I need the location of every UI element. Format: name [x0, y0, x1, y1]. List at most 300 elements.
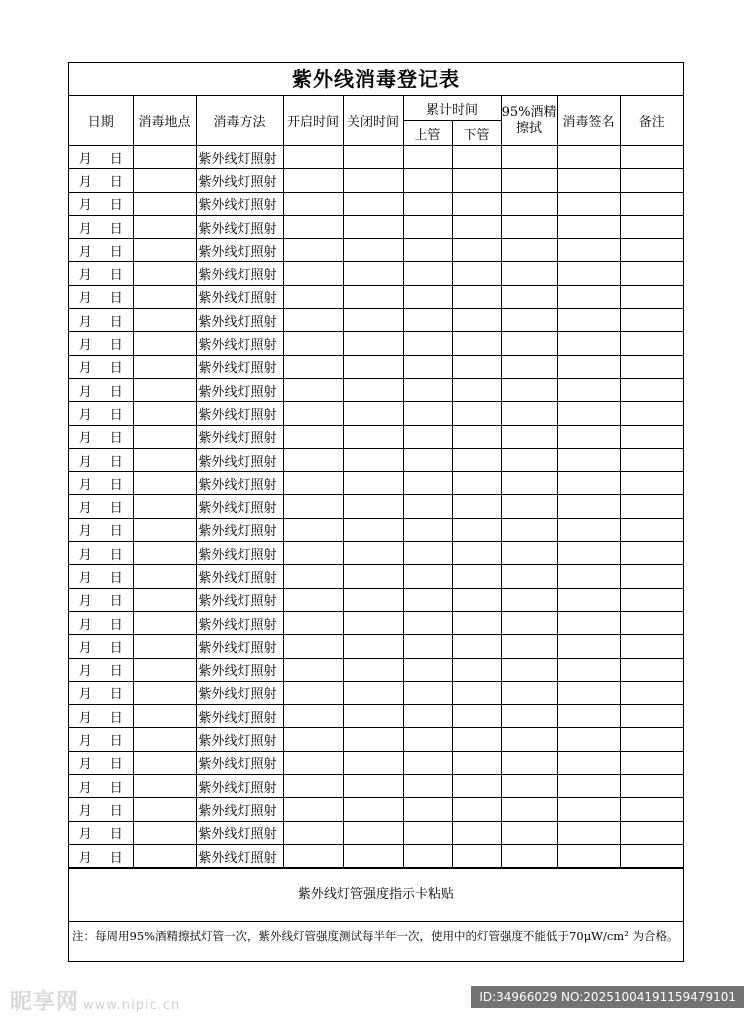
remarks-cell[interactable]: [620, 192, 683, 215]
end-time-cell[interactable]: [343, 821, 403, 844]
location-cell[interactable]: [133, 728, 196, 751]
location-cell[interactable]: [133, 565, 196, 588]
signature-cell[interactable]: [557, 565, 620, 588]
remarks-cell[interactable]: [620, 495, 683, 518]
date-cell[interactable]: [69, 844, 133, 867]
location-cell[interactable]: [133, 751, 196, 774]
lower-tube-cell[interactable]: [452, 146, 501, 169]
remarks-cell[interactable]: [620, 565, 683, 588]
lower-tube-cell[interactable]: [452, 262, 501, 285]
signature-cell[interactable]: [557, 472, 620, 495]
upper-tube-cell[interactable]: [403, 355, 452, 378]
start-time-cell[interactable]: [283, 378, 343, 401]
signature-cell[interactable]: [557, 658, 620, 681]
signature-cell[interactable]: [557, 239, 620, 262]
signature-cell[interactable]: [557, 146, 620, 169]
signature-cell[interactable]: [557, 775, 620, 798]
location-cell[interactable]: [133, 821, 196, 844]
end-time-cell[interactable]: [343, 518, 403, 541]
start-time-cell[interactable]: [283, 215, 343, 238]
alcohol-wipe-cell[interactable]: [501, 728, 557, 751]
lower-tube-cell[interactable]: [452, 798, 501, 821]
alcohol-wipe-cell[interactable]: [501, 192, 557, 215]
start-time-cell[interactable]: [283, 239, 343, 262]
end-time-cell[interactable]: [343, 658, 403, 681]
upper-tube-cell[interactable]: [403, 215, 452, 238]
remarks-cell[interactable]: [620, 285, 683, 308]
end-time-cell[interactable]: [343, 565, 403, 588]
remarks-cell[interactable]: [620, 821, 683, 844]
end-time-cell[interactable]: [343, 192, 403, 215]
day-label: 日: [109, 244, 123, 260]
start-time-cell[interactable]: [283, 309, 343, 332]
date-cell[interactable]: [69, 542, 133, 565]
lower-tube-cell[interactable]: [452, 635, 501, 658]
location-cell[interactable]: [133, 425, 196, 448]
start-time-cell[interactable]: [283, 402, 343, 425]
alcohol-wipe-cell[interactable]: [501, 751, 557, 774]
alcohol-wipe-cell[interactable]: [501, 775, 557, 798]
remarks-cell[interactable]: [620, 542, 683, 565]
end-time-cell[interactable]: [343, 285, 403, 308]
end-time-cell[interactable]: [343, 495, 403, 518]
start-time-cell[interactable]: [283, 448, 343, 471]
signature-cell[interactable]: [557, 425, 620, 448]
lower-tube-cell[interactable]: [452, 728, 501, 751]
start-time-cell[interactable]: [283, 169, 343, 192]
upper-tube-cell[interactable]: [403, 239, 452, 262]
date-cell[interactable]: [69, 775, 133, 798]
date-cell[interactable]: [69, 705, 133, 728]
lower-tube-cell[interactable]: [452, 495, 501, 518]
start-time-cell[interactable]: [283, 472, 343, 495]
date-cell[interactable]: [69, 309, 133, 332]
location-cell[interactable]: [133, 798, 196, 821]
table-row: [69, 472, 683, 495]
alcohol-wipe-cell[interactable]: [501, 448, 557, 471]
alcohol-wipe-cell[interactable]: [501, 565, 557, 588]
signature-cell[interactable]: [557, 821, 620, 844]
page-title: 紫外线消毒登记表: [69, 63, 683, 96]
start-time-cell[interactable]: [283, 565, 343, 588]
date-cell[interactable]: [69, 192, 133, 215]
end-time-cell[interactable]: [343, 262, 403, 285]
remarks-cell[interactable]: [620, 239, 683, 262]
signature-cell[interactable]: [557, 192, 620, 215]
date-cell[interactable]: [69, 751, 133, 774]
upper-tube-cell[interactable]: [403, 775, 452, 798]
location-cell[interactable]: [133, 705, 196, 728]
end-time-cell[interactable]: [343, 448, 403, 471]
upper-tube-cell[interactable]: [403, 542, 452, 565]
lower-tube-cell[interactable]: [452, 844, 501, 867]
date-cell[interactable]: [69, 402, 133, 425]
signature-cell[interactable]: [557, 495, 620, 518]
remarks-cell[interactable]: [620, 425, 683, 448]
start-time-cell[interactable]: [283, 332, 343, 355]
alcohol-wipe-cell[interactable]: [501, 611, 557, 634]
lower-tube-cell[interactable]: [452, 751, 501, 774]
date-cell[interactable]: [69, 285, 133, 308]
table-row: [69, 169, 683, 192]
table-row: [69, 355, 683, 378]
location-cell[interactable]: [133, 542, 196, 565]
lower-tube-cell[interactable]: [452, 681, 501, 704]
lower-tube-cell[interactable]: [452, 169, 501, 192]
signature-cell[interactable]: [557, 448, 620, 471]
signature-cell[interactable]: [557, 751, 620, 774]
start-time-cell[interactable]: [283, 821, 343, 844]
alcohol-wipe-cell[interactable]: [501, 215, 557, 238]
date-cell[interactable]: [69, 146, 133, 169]
month-label: 月: [78, 640, 92, 656]
signature-cell[interactable]: [557, 588, 620, 611]
remarks-cell[interactable]: [620, 728, 683, 751]
location-cell[interactable]: [133, 448, 196, 471]
upper-tube-cell[interactable]: [403, 588, 452, 611]
alcohol-wipe-cell[interactable]: [501, 658, 557, 681]
remarks-cell[interactable]: [620, 472, 683, 495]
alcohol-wipe-cell[interactable]: [501, 495, 557, 518]
remarks-cell[interactable]: [620, 402, 683, 425]
location-cell[interactable]: [133, 472, 196, 495]
upper-tube-cell[interactable]: [403, 285, 452, 308]
date-cell[interactable]: [69, 169, 133, 192]
start-time-cell[interactable]: [283, 192, 343, 215]
end-time-cell[interactable]: [343, 146, 403, 169]
alcohol-wipe-cell[interactable]: [501, 821, 557, 844]
signature-cell[interactable]: [557, 635, 620, 658]
upper-tube-cell[interactable]: [403, 611, 452, 634]
upper-tube-cell[interactable]: [403, 798, 452, 821]
signature-cell[interactable]: [557, 215, 620, 238]
start-time-cell[interactable]: [283, 146, 343, 169]
table-row: [69, 751, 683, 774]
date-cell[interactable]: [69, 332, 133, 355]
date-cell[interactable]: [69, 425, 133, 448]
lower-tube-cell[interactable]: [452, 332, 501, 355]
lower-tube-cell[interactable]: [452, 658, 501, 681]
location-cell[interactable]: [133, 309, 196, 332]
signature-cell[interactable]: [557, 844, 620, 867]
alcohol-wipe-cell[interactable]: [501, 705, 557, 728]
remarks-cell[interactable]: [620, 332, 683, 355]
month-label: 月: [78, 151, 92, 167]
lower-tube-cell[interactable]: [452, 448, 501, 471]
remarks-cell[interactable]: [620, 798, 683, 821]
upper-tube-cell[interactable]: [403, 658, 452, 681]
start-time-cell[interactable]: [283, 285, 343, 308]
upper-tube-cell[interactable]: [403, 495, 452, 518]
end-time-cell[interactable]: [343, 215, 403, 238]
end-time-cell[interactable]: [343, 728, 403, 751]
end-time-cell[interactable]: [343, 611, 403, 634]
location-cell[interactable]: [133, 239, 196, 262]
signature-cell[interactable]: [557, 378, 620, 401]
start-time-cell[interactable]: [283, 844, 343, 867]
upper-tube-cell[interactable]: [403, 192, 452, 215]
start-time-cell[interactable]: [283, 681, 343, 704]
upper-tube-cell[interactable]: [403, 448, 452, 471]
alcohol-wipe-cell[interactable]: [501, 402, 557, 425]
location-cell[interactable]: [133, 495, 196, 518]
remarks-cell[interactable]: [620, 169, 683, 192]
method-cell: 紫外线灯照射: [196, 332, 283, 355]
remarks-cell[interactable]: [620, 844, 683, 867]
header-alcohol-wipe: 95%酒精擦拭: [501, 96, 557, 146]
remarks-cell[interactable]: [620, 681, 683, 704]
end-time-cell[interactable]: [343, 705, 403, 728]
location-cell[interactable]: [133, 378, 196, 401]
end-time-cell[interactable]: [343, 355, 403, 378]
alcohol-wipe-cell[interactable]: [501, 285, 557, 308]
upper-tube-cell[interactable]: [403, 425, 452, 448]
end-time-cell[interactable]: [343, 378, 403, 401]
signature-cell[interactable]: [557, 262, 620, 285]
table-row: [69, 285, 683, 308]
table-row: [69, 309, 683, 332]
upper-tube-cell[interactable]: [403, 705, 452, 728]
method-cell: 紫外线灯照射: [196, 448, 283, 471]
alcohol-wipe-cell[interactable]: [501, 844, 557, 867]
signature-cell[interactable]: [557, 309, 620, 332]
location-cell[interactable]: [133, 215, 196, 238]
location-cell[interactable]: [133, 588, 196, 611]
lower-tube-cell[interactable]: [452, 542, 501, 565]
upper-tube-cell[interactable]: [403, 402, 452, 425]
upper-tube-cell[interactable]: [403, 565, 452, 588]
upper-tube-cell[interactable]: [403, 518, 452, 541]
alcohol-wipe-cell[interactable]: [501, 425, 557, 448]
location-cell[interactable]: [133, 844, 196, 867]
lower-tube-cell[interactable]: [452, 285, 501, 308]
upper-tube-cell[interactable]: [403, 821, 452, 844]
alcohol-wipe-cell[interactable]: [501, 472, 557, 495]
date-cell[interactable]: [69, 635, 133, 658]
alcohol-wipe-cell[interactable]: [501, 378, 557, 401]
upper-tube-cell[interactable]: [403, 844, 452, 867]
lower-tube-cell[interactable]: [452, 705, 501, 728]
signature-cell[interactable]: [557, 542, 620, 565]
location-cell[interactable]: [133, 355, 196, 378]
location-cell[interactable]: [133, 262, 196, 285]
signature-cell[interactable]: [557, 332, 620, 355]
start-time-cell[interactable]: [283, 355, 343, 378]
month-label: 月: [78, 803, 92, 819]
lower-tube-cell[interactable]: [452, 588, 501, 611]
signature-cell[interactable]: [557, 285, 620, 308]
date-cell[interactable]: [69, 658, 133, 681]
remarks-cell[interactable]: [620, 518, 683, 541]
register-rows: [69, 146, 683, 868]
signature-cell[interactable]: [557, 355, 620, 378]
lower-tube-cell[interactable]: [452, 309, 501, 332]
lower-tube-cell[interactable]: [452, 378, 501, 401]
remarks-cell[interactable]: [620, 146, 683, 169]
date-cell[interactable]: [69, 378, 133, 401]
signature-cell[interactable]: [557, 681, 620, 704]
location-cell[interactable]: [133, 775, 196, 798]
location-cell[interactable]: [133, 518, 196, 541]
start-time-cell[interactable]: [283, 728, 343, 751]
end-time-cell[interactable]: [343, 309, 403, 332]
watermark-logo: [10, 985, 180, 1016]
alcohol-wipe-cell[interactable]: [501, 681, 557, 704]
upper-tube-cell[interactable]: [403, 635, 452, 658]
signature-cell[interactable]: [557, 518, 620, 541]
end-time-cell[interactable]: [343, 332, 403, 355]
date-cell[interactable]: [69, 565, 133, 588]
start-time-cell[interactable]: [283, 611, 343, 634]
date-cell[interactable]: [69, 798, 133, 821]
remarks-cell[interactable]: [620, 378, 683, 401]
lower-tube-cell[interactable]: [452, 821, 501, 844]
upper-tube-cell[interactable]: [403, 378, 452, 401]
end-time-cell[interactable]: [343, 472, 403, 495]
upper-tube-cell[interactable]: [403, 146, 452, 169]
lower-tube-cell[interactable]: [452, 775, 501, 798]
end-time-cell[interactable]: [343, 169, 403, 192]
end-time-cell[interactable]: [343, 681, 403, 704]
start-time-cell[interactable]: [283, 518, 343, 541]
remarks-cell[interactable]: [620, 658, 683, 681]
remarks-cell[interactable]: [620, 751, 683, 774]
location-cell[interactable]: [133, 285, 196, 308]
date-cell[interactable]: [69, 472, 133, 495]
upper-tube-cell[interactable]: [403, 728, 452, 751]
start-time-cell[interactable]: [283, 775, 343, 798]
date-cell[interactable]: [69, 215, 133, 238]
lower-tube-cell[interactable]: [452, 239, 501, 262]
alcohol-wipe-cell[interactable]: [501, 309, 557, 332]
alcohol-wipe-cell[interactable]: [501, 332, 557, 355]
remarks-cell[interactable]: [620, 775, 683, 798]
start-time-cell[interactable]: [283, 751, 343, 774]
alcohol-wipe-cell[interactable]: [501, 798, 557, 821]
end-time-cell[interactable]: [343, 844, 403, 867]
signature-cell[interactable]: [557, 402, 620, 425]
remarks-cell[interactable]: [620, 355, 683, 378]
date-cell[interactable]: [69, 355, 133, 378]
location-cell[interactable]: [133, 681, 196, 704]
location-cell[interactable]: [133, 169, 196, 192]
end-time-cell[interactable]: [343, 751, 403, 774]
upper-tube-cell[interactable]: [403, 169, 452, 192]
signature-cell[interactable]: [557, 798, 620, 821]
end-time-cell[interactable]: [343, 798, 403, 821]
date-cell[interactable]: [69, 728, 133, 751]
remarks-cell[interactable]: [620, 635, 683, 658]
lower-tube-cell[interactable]: [452, 565, 501, 588]
date-cell[interactable]: [69, 588, 133, 611]
upper-tube-cell[interactable]: [403, 262, 452, 285]
start-time-cell[interactable]: [283, 425, 343, 448]
start-time-cell[interactable]: [283, 588, 343, 611]
upper-tube-cell[interactable]: [403, 681, 452, 704]
location-cell[interactable]: [133, 611, 196, 634]
location-cell[interactable]: [133, 402, 196, 425]
upper-tube-cell[interactable]: [403, 309, 452, 332]
location-cell[interactable]: [133, 658, 196, 681]
date-cell[interactable]: [69, 239, 133, 262]
upper-tube-cell[interactable]: [403, 332, 452, 355]
end-time-cell[interactable]: [343, 775, 403, 798]
remarks-cell[interactable]: [620, 215, 683, 238]
alcohol-wipe-cell[interactable]: [501, 262, 557, 285]
location-cell[interactable]: [133, 635, 196, 658]
end-time-cell[interactable]: [343, 542, 403, 565]
end-time-cell[interactable]: [343, 425, 403, 448]
lower-tube-cell[interactable]: [452, 215, 501, 238]
date-cell[interactable]: [69, 821, 133, 844]
remarks-cell[interactable]: [620, 611, 683, 634]
end-time-cell[interactable]: [343, 588, 403, 611]
remarks-cell[interactable]: [620, 448, 683, 471]
signature-cell[interactable]: [557, 728, 620, 751]
upper-tube-cell[interactable]: [403, 472, 452, 495]
alcohol-wipe-cell[interactable]: [501, 542, 557, 565]
remarks-cell[interactable]: [620, 705, 683, 728]
alcohol-wipe-cell[interactable]: [501, 635, 557, 658]
signature-cell[interactable]: [557, 611, 620, 634]
alcohol-wipe-cell[interactable]: [501, 588, 557, 611]
month-label: 月: [78, 477, 92, 493]
alcohol-wipe-cell[interactable]: [501, 239, 557, 262]
table-row: [69, 565, 683, 588]
signature-cell[interactable]: [557, 169, 620, 192]
upper-tube-cell[interactable]: [403, 751, 452, 774]
start-time-cell[interactable]: [283, 495, 343, 518]
alcohol-wipe-cell[interactable]: [501, 518, 557, 541]
lower-tube-cell[interactable]: [452, 402, 501, 425]
lower-tube-cell[interactable]: [452, 518, 501, 541]
date-cell[interactable]: [69, 611, 133, 634]
lower-tube-cell[interactable]: [452, 192, 501, 215]
date-cell[interactable]: [69, 518, 133, 541]
lower-tube-cell[interactable]: [452, 611, 501, 634]
day-label: 日: [109, 617, 123, 633]
method-cell: 紫外线灯照射: [196, 611, 283, 634]
month-label: 月: [78, 687, 92, 703]
location-cell[interactable]: [133, 192, 196, 215]
alcohol-wipe-cell[interactable]: [501, 169, 557, 192]
date-cell[interactable]: [69, 681, 133, 704]
end-time-cell[interactable]: [343, 635, 403, 658]
location-cell[interactable]: [133, 146, 196, 169]
end-time-cell[interactable]: [343, 402, 403, 425]
date-cell[interactable]: [69, 448, 133, 471]
start-time-cell[interactable]: [283, 798, 343, 821]
remarks-cell[interactable]: [620, 309, 683, 332]
lower-tube-cell[interactable]: [452, 355, 501, 378]
lower-tube-cell[interactable]: [452, 472, 501, 495]
date-cell[interactable]: [69, 262, 133, 285]
start-time-cell[interactable]: [283, 635, 343, 658]
alcohol-wipe-cell[interactable]: [501, 146, 557, 169]
end-time-cell[interactable]: [343, 239, 403, 262]
start-time-cell[interactable]: [283, 705, 343, 728]
start-time-cell[interactable]: [283, 658, 343, 681]
date-cell[interactable]: [69, 495, 133, 518]
remarks-cell[interactable]: [620, 588, 683, 611]
alcohol-wipe-cell[interactable]: [501, 355, 557, 378]
location-cell[interactable]: [133, 332, 196, 355]
remarks-cell[interactable]: [620, 262, 683, 285]
lower-tube-cell[interactable]: [452, 425, 501, 448]
start-time-cell[interactable]: [283, 262, 343, 285]
start-time-cell[interactable]: [283, 542, 343, 565]
signature-cell[interactable]: [557, 705, 620, 728]
